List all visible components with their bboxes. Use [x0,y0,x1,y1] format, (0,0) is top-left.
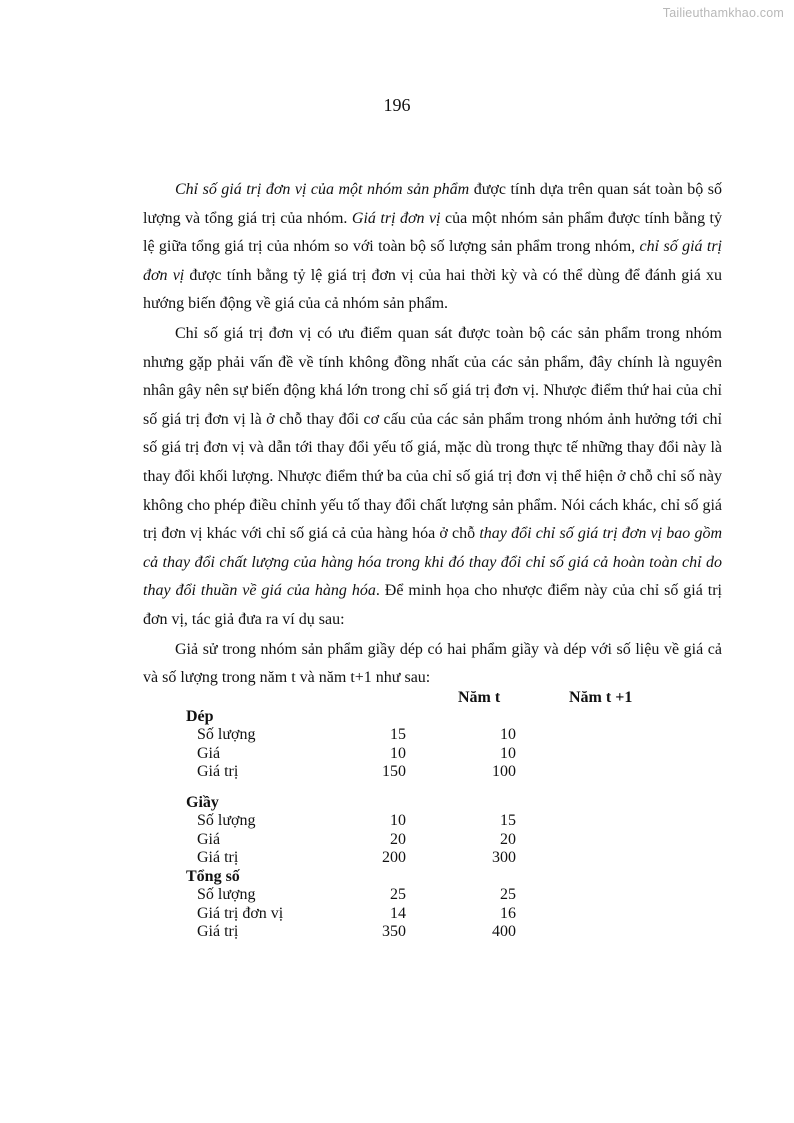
watermark-text: Tailieuthamkhao.com [662,6,784,20]
group-label: Tổng số [186,867,240,885]
text-run: của một nhóm sản phẩm được tính bằng tỷ lệ giữa tổng giá trị của nhóm so với toàn bộ số lượng sản phẩm trong nhóm, [143,209,723,256]
cell-value: 15 [390,726,406,743]
text-run: Giả sử trong nhóm sản phẩm giầy dép có hai phẩm giầy và dép với số liệu về giá cả và số lượng trong năm t và năm t+1 như sau: [143,640,722,687]
row-label: Giá [197,830,221,848]
body-text [143,176,722,693]
cell-value: 10 [390,812,406,829]
group-label: Dép [186,707,214,725]
cell-value: 14 [390,904,406,922]
paragraph [143,636,722,693]
cell-value: 10 [500,726,516,743]
cell-value: 25 [390,886,406,903]
row-label: Giá trị [197,923,239,940]
group-row [186,868,646,887]
row-label: Giá trị [197,763,239,780]
cell-value: 20 [390,830,406,848]
table-row [186,905,646,924]
page-number: 196 [383,95,411,115]
table-row [186,812,646,831]
cell-value: 16 [500,904,516,922]
row-label: Số lượng [197,812,256,829]
column-header: Năm t [458,689,501,706]
row-label: Số lượng [197,886,256,903]
table-row [186,745,646,764]
paragraph [143,320,722,635]
table-row [186,726,646,745]
column-header: Năm t +1 [569,689,633,706]
table-row [186,923,646,942]
cell-value: 350 [382,923,406,940]
cell-value: 300 [492,849,516,866]
italic-term: Giá trị đơn vị [351,209,441,227]
spacer [186,782,646,794]
table-row [186,763,646,782]
group-label: Giầy [186,793,219,811]
cell-value: 15 [500,812,516,829]
table-row [186,849,646,868]
text-run: được tính dựa trên quan sát toàn bộ số lượng và tổng giá trị của nhóm. [143,181,723,227]
table-row [186,886,646,905]
cell-value: 10 [500,744,516,762]
data-table [186,689,646,942]
italic-term: thay đổi chỉ số giá trị đơn vị bao gồm cả thay đổi chất lượng của hàng hóa trong khi đó thay đổi chỉ số giá cả hoàn toàn chỉ do thay đổi thuần về giá của hàng hóa [143,525,722,600]
table-header-row [186,689,646,708]
italic-term: chỉ số giá trị đơn vị [143,238,723,284]
row-label: Giá trị đơn vị [197,904,284,922]
row-label: Giá trị [197,849,239,866]
row-label: Số lượng [197,726,256,743]
cell-value: 100 [492,763,516,780]
cell-value: 400 [492,923,516,940]
cell-value: 25 [500,886,516,903]
paragraph [143,176,722,319]
text-run: được tính bằng tỷ lệ giá trị đơn vị của hai thời kỳ và có thể dùng để đánh giá xu hướng biến động về giá của cả nhóm sản phẩm. [143,266,722,313]
cell-value: 20 [500,830,516,848]
italic-term: Chỉ số giá trị đơn vị của một nhóm sản phẩm [175,181,470,198]
table-row [186,831,646,850]
group-row [186,794,646,813]
cell-value: 150 [382,763,406,780]
group-row [186,708,646,727]
text-run: Chỉ số giá trị đơn vị có ưu điểm quan sát được toàn bộ các sản phẩm trong nhóm nhưng gặp phải vấn đề về tính không đồng nhất của các sản phẩm, đây chính là nguyên nhân gây nên sự biến động khá lớn trong chỉ số giá trị đơn vị. Nhược điểm thứ hai của chỉ số giá trị đơn vị là ở chỗ thay đổi cơ cấu của các sản phẩm trong nhóm ảnh hưởng tới chỉ số giá trị đơn vị và dẫn tới thay đổi yếu tố giá, mặc dù trong thực tế những thay đổi này là thay đổi khối lượng. Nhược điểm thứ ba của chỉ số giá trị đơn vị thể hiện ở chỗ chỉ số này không cho phép điều chỉnh yếu tố thay đổi chất lượng sản phẩm. Nói cách khác, chỉ số giá trị đơn vị khác với chỉ số giá cả của hàng hóa ở chỗ [143,324,722,543]
cell-value: 10 [390,744,406,762]
cell-value: 200 [382,849,406,866]
row-label: Giá [197,744,221,762]
text-run: . Để minh họa cho nhược điểm này của chỉ số giá trị đơn vị, tác giả đưa ra ví dụ sau: [143,582,723,628]
